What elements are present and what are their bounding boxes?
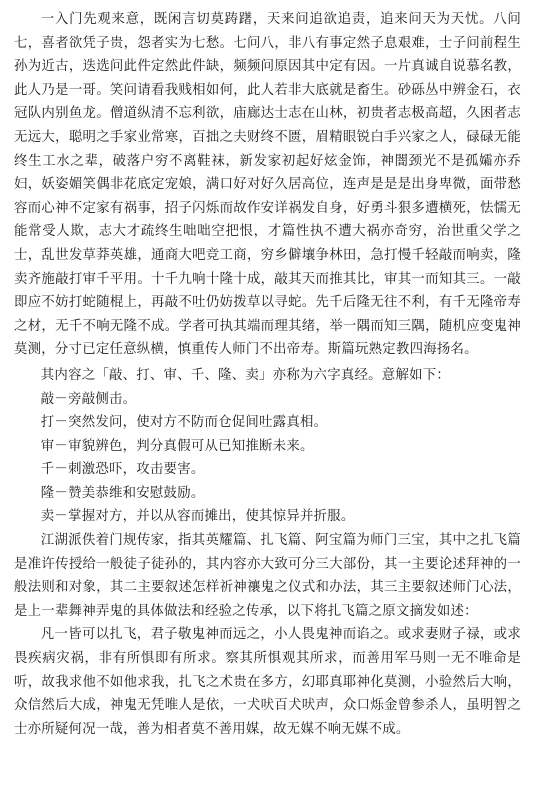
- zhafei-paragraph: 江湖派佚着门规传家，指其英耀篇、扎飞篇、阿宝篇为师门三宝，其中之扎飞篇是准许传授给一般徒子徒孙的，其内容亦大致可分三大部份，其一主要论述拜神的一般法则和对象，其二主要叙述怎样祈神禳鬼之仪式和办法，其三主要叙述师门心法，是上一辈舞神弄鬼的具体做法和经验之传承，以下将扎飞篇之原文摘发如述：: [14, 533, 521, 619]
- intro-paragraph: 一入门先观来意，既闲言切莫踌躇，天来问追欲追责，追来问天为天忧。八问七，喜者欲凭子贵，怨者实为七愁。七问八，非八有事定然子息艰难，士子问前程生孙为近古，迭选问此件定然此件缺，频频问原因其中定有因。一片真诚自说慕名教，此人乃是一哥。笑问请看我贱相如何，此人若非大底就是畜生。砂砾丛中辨金石，衣冠队内别鱼龙。僧道纵清不忘利欲，庙廊达士志在山林，初贵者志极高超，久困者志无远大，聪明之手家业常寒，百拙之夫财终不匮，眉精眼锐白手兴家之人，碌碌无能终生工水之辈，破落户穷不离鞋袜，新发家初起好炫金饰，神闇颈光不是孤孀亦乔妇，妖姿媚笑偶非花底定宠娘，满口好对好久居高位，连声是是是出身卑微，面带愁容而心神不定家有祸事，招子闪烁而故作安详祸发自身，好勇斗狠多遭横死，怯懦无能常受人欺，志大才疏终生咄咄空把恨，才篇性执不遭大祸亦奇穷，治世重父学之士，乱世发草莽英雄，通商大吧竞工商，穷乡僻壤争林田，急打慢千轻敲而响卖，隆卖齐施敲打审千平用。十千九响十隆十成，敲其天而推其比，审其一而知其三。一敲即应不妨打蛇随棍上，再敲不吐仍妨拨草以寻蛇。先千后隆无往不利，有千无隆帝寿之材，无千不响无隆不成。学者可执其端而理其绪，举一隅而知三隅，随机应变鬼神莫测，分寸已定任意纵横，慎重传人师门不出帝寿。斯篇玩熟定教四海扬名。: [14, 12, 521, 358]
- list-item-mai: 卖－掌握对方，并以从容而摊出，使其惊异并折服。: [40, 509, 355, 525]
- list-item-qian: 千－刺激恐吓，攻击要害。: [40, 462, 205, 478]
- list-item-shen: 审－审貌辨色，判分真假可从已知推断未来。: [40, 438, 314, 454]
- list-item-qiao: 敲－旁敲侧击。: [40, 391, 137, 407]
- list-item-da: 打－突然发问，使对方不防而仓促间吐露真相。: [40, 415, 328, 431]
- six-words-heading-paragraph: 其内容之「敲、打、审、千、隆、卖」亦称为六字真经。意解如下：: [40, 367, 451, 383]
- list-item-long: 隆－赞美恭维和安慰鼓励。: [40, 485, 205, 501]
- zhafei-original-text-paragraph: 凡一皆可以扎飞，君子敬鬼神而远之，小人畏鬼神而谄之。或求妻财子禄，或求畏疾病灾祸，非有所惧即有所求。察其所惧观其所求，而善用军马则一无不唯命是听，故我求他不如他求我，扎飞之术贵在多方，幻耶真耶神化莫测，小验然后大响，众信然后大成，神鬼无凭唯人是依，一犬吠百犬吠声，众口烁金曾参杀人，虽明智之士亦所疑何况一哉，善为相者莫不善用媒，故无媒不响无媒不成。: [14, 627, 521, 737]
